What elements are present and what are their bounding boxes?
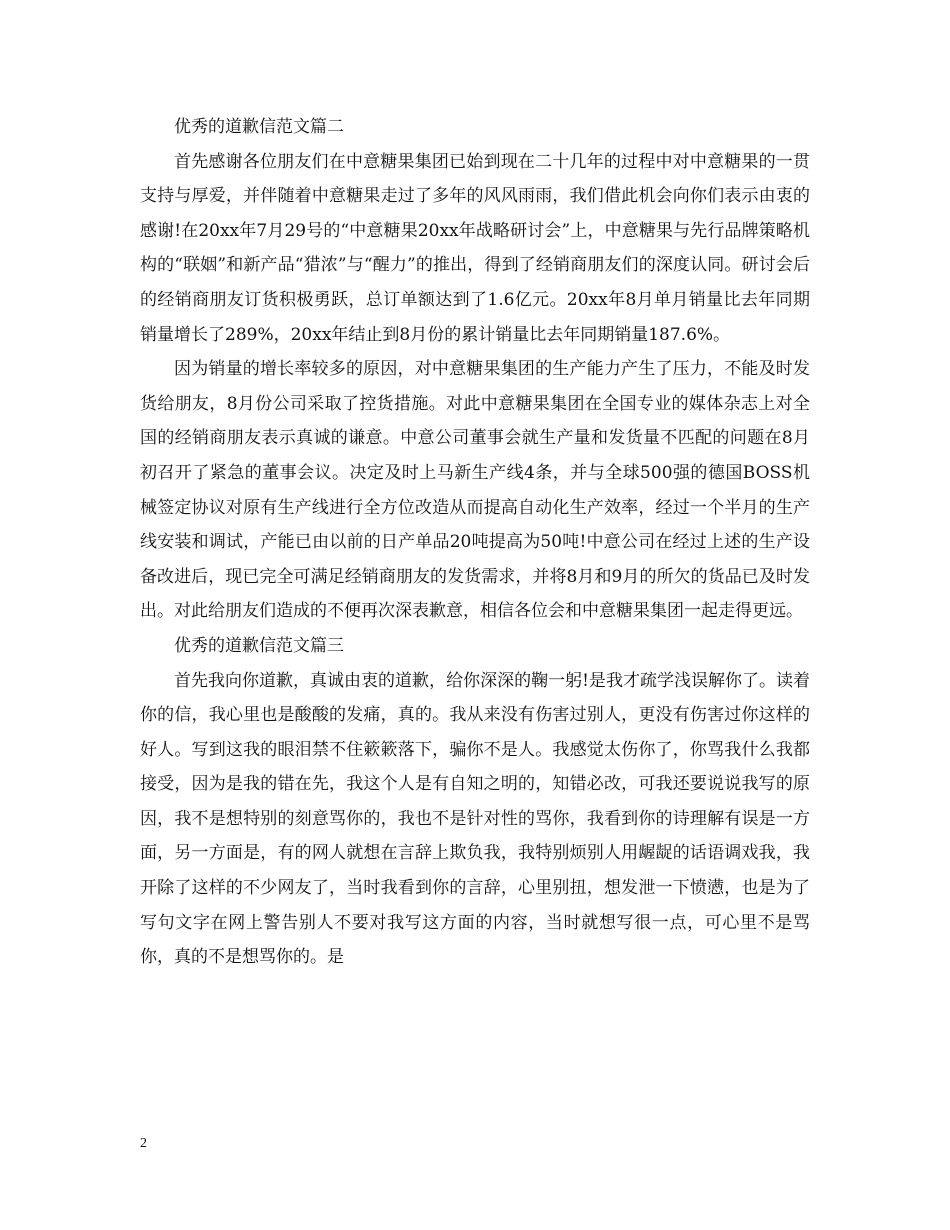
body-paragraph: 首先我向你道歉，真诚由衷的道歉，给你深深的鞠一躬!是我才疏学浅误解你了。读着你的信，我心里也是酸酸的发痛，真的。我从来没有伤害过别人，更没有伤害过你这样的好人。写到这我的眼泪禁不住簌簌落下，骗你不是人。我感觉太伤你了，你骂我什么我都接受，因为是我的错在先，我这个人是有自知之明的，知错必改，可我还要说说我写的原因，我不是想特别的刻意骂你的，我也不是针对性的骂你，我看到你的诗理解有误是一方面，另一方面是，有的网人就想在言辞上欺负我，我特别烦别人用龌龊的话语调戏我，我开除了这样的不少网友了，当时我看到你的言辞，心里别扭，想发泄一下愤懑，也是为了写句文字在网上警告别人不要对我写这方面的内容，当时就想写很一点，可心里不是骂你，真的不是想骂你的。是 <box>140 670 810 968</box>
document-body <box>140 110 810 975</box>
body-paragraph: 因为销量的增长率较多的原因，对中意糖果集团的生产能力产生了压力，不能及时发货给朋友，8月份公司采取了控货措施。对此中意糖果集团在全国专业的媒体杂志上对全国的经销商朋友表示真诚的谦意。中意公司董事会就生产量和发货量不匹配的问题在8月初召开了紧急的董事会议。决定及时上马新生产线4条，并与全球500强的德国BOSS机械签定协议对原有生产线进行全方位改造从而提高自动化生产效率，经过一个半月的生产线安装和调试，产能已由以前的日产单品20吨提高为50吨!中意公司在经过上述的生产设备改进后，现已完全可满足经销商朋友的发货需求，并将8月和9月的所欠的货品已及时发出。对此给朋友们造成的不便再次深表歉意，相信各位会和中意糖果集团一起走得更远。 <box>140 359 810 622</box>
page-number: 2 <box>140 1136 147 1151</box>
section-heading: 优秀的道歉信范文篇三 <box>174 635 344 656</box>
body-paragraph: 首先感谢各位朋友们在中意糖果集团已始到现在二十几年的过程中对中意糖果的一贯支持与厚爱，并伴随着中意糖果走过了多年的风风雨雨，我们借此机会向你们表示由衷的感谢!在20xx年7月29号的“中意糖果20xx年战略研讨会”上，中意糖果与先行品牌策略机构的“联姻”和新产品“猎浓”与“醒力”的推出，得到了经销商朋友们的深度认同。研讨会后的经销商朋友订货积极勇跃，总订单额达到了1.6亿元。20xx年8月单月销量比去年同期销量增长了289%，20xx年结止到8月份的累计销量比去年同期销量187.6%。 <box>140 151 810 345</box>
section-heading: 优秀的道歉信范文篇二 <box>174 117 344 137</box>
